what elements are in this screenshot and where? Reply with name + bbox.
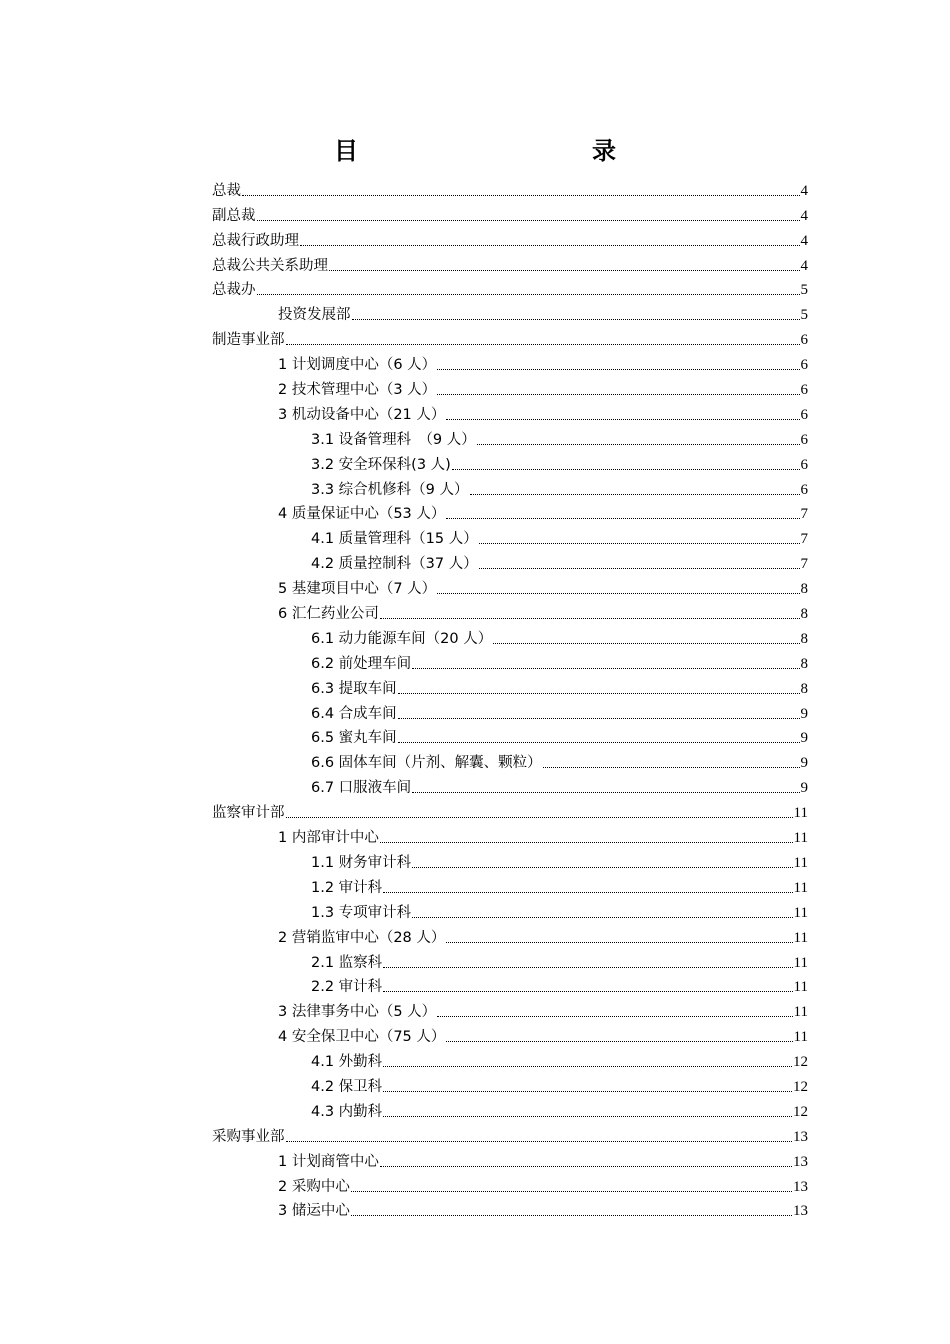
toc-entry-label: 1 内部审计中心: [278, 830, 379, 847]
toc-entry[interactable]: [212, 823, 808, 848]
toc-entry[interactable]: [212, 624, 808, 649]
table-of-contents: [212, 176, 808, 1221]
toc-entry-page-number: 6: [800, 406, 808, 423]
toc-entry-page-number: 13: [793, 1128, 808, 1145]
toc-dot-leader: [493, 643, 799, 644]
toc-entry[interactable]: [212, 1072, 808, 1097]
toc-entry-page-number: 6: [800, 357, 808, 374]
toc-dot-leader: [543, 767, 800, 768]
toc-dot-leader: [380, 1166, 792, 1167]
toc-dot-leader: [352, 319, 800, 320]
toc-dot-leader: [286, 1141, 793, 1142]
toc-entry-label: 制造事业部: [212, 332, 285, 349]
toc-entry-page-number: 4: [800, 257, 808, 274]
toc-entry[interactable]: [212, 450, 808, 475]
toc-dot-leader: [437, 394, 799, 395]
toc-dot-leader: [477, 444, 800, 445]
toc-entry[interactable]: [212, 251, 808, 276]
toc-dot-leader: [446, 1041, 792, 1042]
toc-entry-page-number: 6: [800, 382, 808, 399]
toc-entry[interactable]: [212, 201, 808, 226]
toc-entry[interactable]: [212, 226, 808, 251]
toc-dot-leader: [398, 693, 800, 694]
toc-entry-label: 6.2 前处理车间: [311, 655, 412, 672]
toc-entry-label: 4.2 质量控制科（37 人）: [311, 556, 478, 573]
toc-dot-leader: [446, 419, 799, 420]
toc-dot-leader: [380, 842, 793, 843]
toc-entry[interactable]: [212, 1122, 808, 1147]
toc-entry-page-number: 5: [800, 282, 808, 299]
toc-entry-page-number: 4: [800, 207, 808, 224]
toc-entry-label: 3.2 安全环保科(3 人): [311, 456, 451, 473]
toc-dot-leader: [412, 668, 799, 669]
toc-entry-label: 总裁: [212, 182, 241, 199]
toc-dot-leader: [286, 817, 793, 818]
toc-entry-label: 4 安全保卫中心（75 人）: [278, 1029, 446, 1046]
toc-entry-page-number: 11: [793, 879, 808, 896]
toc-entry-label: 监察审计部: [212, 805, 285, 822]
toc-entry[interactable]: [212, 375, 808, 400]
toc-entry[interactable]: [212, 1022, 808, 1047]
toc-entry-page-number: 4: [800, 232, 808, 249]
toc-entry-page-number: 11: [793, 805, 808, 822]
toc-entry-label: 3 储运中心: [278, 1203, 350, 1220]
toc-entry-label: 6.4 合成车间: [311, 705, 397, 722]
toc-entry[interactable]: [212, 1047, 808, 1072]
toc-entry[interactable]: [212, 475, 808, 500]
toc-entry[interactable]: [212, 948, 808, 973]
toc-entry-label: 3 法律事务中心（5 人）: [278, 1004, 437, 1021]
toc-entry-label: 采购事业部: [212, 1128, 285, 1145]
toc-entry[interactable]: [212, 773, 808, 798]
toc-dot-leader: [470, 494, 800, 495]
toc-entry-label: 6.3 提取车间: [311, 680, 397, 697]
toc-entry-label: 2 营销监审中心（28 人）: [278, 929, 446, 946]
toc-entry-page-number: 9: [800, 780, 808, 797]
toc-entry[interactable]: [212, 599, 808, 624]
toc-dot-leader: [329, 270, 800, 271]
toc-entry-page-number: 11: [793, 979, 808, 996]
toc-dot-leader: [479, 543, 800, 544]
toc-dot-leader: [383, 1066, 792, 1067]
toc-entry-page-number: 6: [800, 431, 808, 448]
toc-dot-leader: [383, 991, 792, 992]
toc-entry-page-number: 12: [793, 1054, 808, 1071]
toc-entry-page-number: 6: [800, 332, 808, 349]
toc-entry-page-number: 11: [793, 830, 808, 847]
toc-entry-label: 4.1 外勤科: [311, 1054, 383, 1071]
toc-entry[interactable]: [212, 798, 808, 823]
toc-dot-leader: [257, 220, 800, 221]
toc-entry-page-number: 11: [793, 1004, 808, 1021]
toc-entry-label: 3.1 设备管理科 （9 人）: [311, 431, 476, 448]
toc-entry[interactable]: [212, 1097, 808, 1122]
toc-entry-label: 总裁办: [212, 282, 256, 299]
toc-entry-page-number: 6: [800, 481, 808, 498]
toc-dot-leader: [351, 1215, 792, 1216]
toc-dot-leader: [412, 867, 792, 868]
toc-entry-page-number: 12: [793, 1078, 808, 1095]
toc-entry-page-number: 4: [800, 182, 808, 199]
toc-dot-leader: [383, 892, 792, 893]
toc-dot-leader: [437, 593, 799, 594]
toc-entry-label: 投资发展部: [278, 307, 351, 324]
toc-entry-label: 2.2 审计科: [311, 979, 383, 996]
toc-entry-label: 4 质量保证中心（53 人）: [278, 506, 446, 523]
toc-entry[interactable]: [212, 1197, 808, 1222]
toc-entry[interactable]: [212, 524, 808, 549]
toc-dot-leader: [398, 718, 800, 719]
toc-entry[interactable]: [212, 898, 808, 923]
toc-entry-label: 6.6 固体车间（片剂、解囊、颗粒）: [311, 755, 542, 772]
toc-dot-leader: [437, 369, 799, 370]
toc-entry-page-number: 13: [793, 1203, 808, 1220]
toc-entry-page-number: 9: [800, 755, 808, 772]
toc-entry-label: 6.5 蜜丸车间: [311, 730, 397, 747]
toc-entry-page-number: 8: [800, 606, 808, 623]
toc-dot-leader: [380, 618, 800, 619]
toc-entry[interactable]: [212, 873, 808, 898]
toc-entry-label: 3.3 综合机修科（9 人）: [311, 481, 469, 498]
toc-entry[interactable]: [212, 425, 808, 450]
toc-entry[interactable]: [212, 176, 808, 201]
toc-entry[interactable]: [212, 325, 808, 350]
toc-dot-leader: [446, 942, 792, 943]
toc-entry-page-number: 9: [800, 730, 808, 747]
toc-entry-label: 1 计划调度中心（6 人）: [278, 357, 437, 374]
toc-entry[interactable]: [212, 973, 808, 998]
toc-entry[interactable]: [212, 1172, 808, 1197]
toc-entry[interactable]: [212, 400, 808, 425]
toc-entry[interactable]: [212, 574, 808, 599]
toc-entry[interactable]: [212, 549, 808, 574]
toc-dot-leader: [242, 195, 800, 196]
toc-entry[interactable]: [212, 748, 808, 773]
toc-entry[interactable]: [212, 848, 808, 873]
toc-dot-leader: [479, 568, 800, 569]
toc-entry-page-number: 7: [800, 506, 808, 523]
toc-dot-leader: [437, 1016, 792, 1017]
toc-entry-label: 1.3 专项审计科: [311, 904, 412, 921]
toc-entry-page-number: 11: [793, 929, 808, 946]
toc-dot-leader: [412, 917, 792, 918]
toc-entry[interactable]: [212, 1147, 808, 1172]
toc-dot-leader: [452, 469, 800, 470]
toc-entry-page-number: 11: [793, 1029, 808, 1046]
toc-entry-label: 2 采购中心: [278, 1178, 350, 1195]
toc-title: 目 录: [334, 137, 678, 165]
toc-entry-label: 6.7 口服液车间: [311, 780, 412, 797]
toc-entry-page-number: 12: [793, 1103, 808, 1120]
toc-entry[interactable]: [212, 276, 808, 301]
toc-entry-label: 1.1 财务审计科: [311, 854, 412, 871]
toc-dot-leader: [383, 967, 792, 968]
toc-entry-label: 4.1 质量管理科（15 人）: [311, 531, 478, 548]
toc-dot-leader: [412, 792, 799, 793]
toc-entry[interactable]: [212, 649, 808, 674]
toc-entry-page-number: 5: [800, 307, 808, 324]
toc-entry-label: 副总裁: [212, 207, 256, 224]
toc-entry-label: 6 汇仁药业公司: [278, 606, 379, 623]
toc-dot-leader: [398, 742, 800, 743]
toc-entry-page-number: 8: [800, 680, 808, 697]
toc-entry-page-number: 7: [800, 556, 808, 573]
toc-entry-label: 1.2 审计科: [311, 879, 383, 896]
toc-entry[interactable]: [212, 699, 808, 724]
toc-entry-label: 3 机动设备中心（21 人）: [278, 406, 446, 423]
toc-dot-leader: [383, 1091, 792, 1092]
toc-entry-label: 5 基建项目中心（7 人）: [278, 581, 437, 598]
toc-entry[interactable]: [212, 300, 808, 325]
toc-entry[interactable]: [212, 997, 808, 1022]
toc-entry[interactable]: [212, 674, 808, 699]
toc-entry-page-number: 11: [793, 954, 808, 971]
toc-entry-page-number: 11: [793, 854, 808, 871]
toc-entry-page-number: 7: [800, 531, 808, 548]
toc-entry-page-number: 6: [800, 456, 808, 473]
toc-entry-page-number: 9: [800, 705, 808, 722]
toc-dot-leader: [351, 1191, 792, 1192]
toc-entry-page-number: 11: [793, 904, 808, 921]
toc-dot-leader: [300, 245, 800, 246]
toc-entry-label: 6.1 动力能源车间（20 人）: [311, 630, 493, 647]
toc-dot-leader: [257, 294, 800, 295]
toc-entry-label: 4.2 保卫科: [311, 1078, 383, 1095]
toc-entry-page-number: 8: [800, 655, 808, 672]
toc-entry[interactable]: [212, 500, 808, 525]
toc-entry-page-number: 13: [793, 1153, 808, 1170]
toc-entry-label: 2 技术管理中心（3 人）: [278, 382, 437, 399]
toc-entry-page-number: 8: [800, 581, 808, 598]
toc-entry[interactable]: [212, 724, 808, 749]
toc-entry-label: 总裁行政助理: [212, 232, 299, 249]
toc-entry-label: 2.1 监察科: [311, 954, 383, 971]
toc-entry[interactable]: [212, 923, 808, 948]
toc-entry-label: 4.3 内勤科: [311, 1103, 383, 1120]
toc-entry-label: 总裁公共关系助理: [212, 257, 328, 274]
toc-dot-leader: [286, 344, 800, 345]
toc-dot-leader: [383, 1116, 792, 1117]
toc-entry[interactable]: [212, 350, 808, 375]
toc-dot-leader: [446, 518, 799, 519]
toc-entry-label: 1 计划商管中心: [278, 1153, 379, 1170]
toc-entry-page-number: 13: [793, 1178, 808, 1195]
toc-entry-page-number: 8: [800, 630, 808, 647]
